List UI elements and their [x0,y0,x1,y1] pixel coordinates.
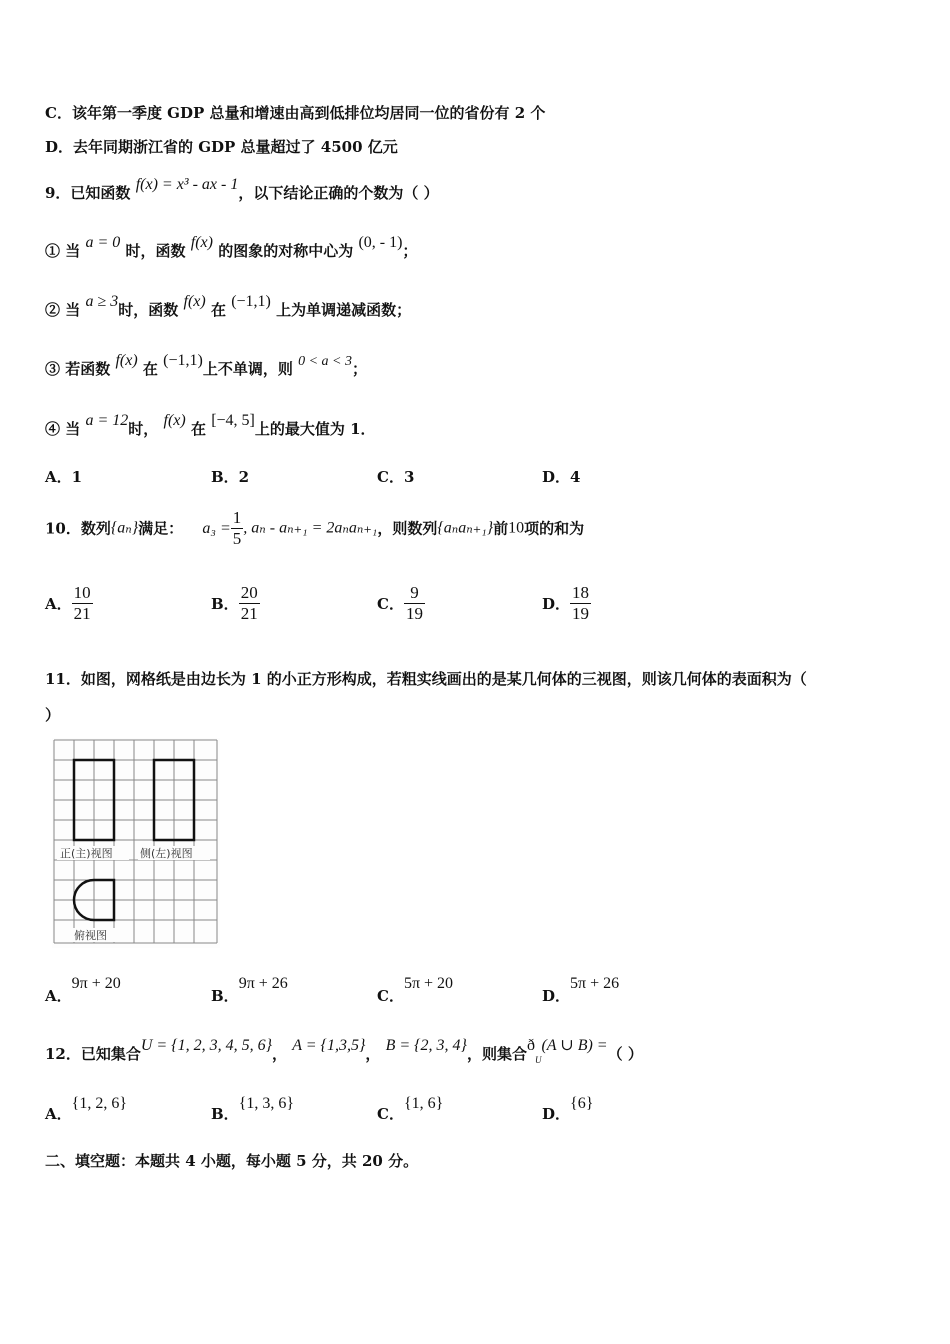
q10-number: 10．数列 [45,519,111,538]
q9-s3-text: ③ 若函数 [45,360,111,378]
q9-number: 9．已知函数 [45,184,131,202]
q12-option-b-label: B． [211,1105,239,1123]
q9-s4-text2: 时， [128,420,159,438]
q9-s4-func: f(x) [163,412,186,429]
q10-sequence: {aₙ} [110,519,139,537]
q9-s3-end: ； [352,360,368,378]
q9-s2-func: f(x) [183,293,206,310]
q9-s1-condition: a = 0 [85,234,121,251]
q12-text: ，则集合 [466,1045,527,1063]
q9-s2-text4: 上为单调递减函数； [276,301,412,319]
q10-text3: 前 [493,519,509,538]
q10-relation: , aₙ - aₙ₊₁ = 2aₙaₙ₊₁ [243,519,378,537]
top-view-label: 俯视图 [74,929,107,942]
q10-option-d-label: D． [542,595,571,613]
q10-text: 满足： [138,519,184,538]
q12-number: 12．已知集合 [45,1045,141,1063]
q10-option-d-num: 18 [572,583,590,602]
q9-option-c: C．3 [377,468,415,486]
q9-function: f(x) = x³ - ax - 1 [135,176,239,193]
q9-s4-text: ④ 当 [45,420,81,438]
q12-complement-sub: U [534,1055,542,1065]
q9-option-b: B．2 [211,468,250,486]
q9-option-d: D．4 [542,468,581,486]
q9-statement-4 [45,412,376,439]
q12-option-c [377,1092,444,1123]
q12-option-b [211,1092,295,1123]
q10-option-a-num: 10 [73,583,91,602]
q8-option-c: C．该年第一季度 GDP 总量和增速由高到低排位均居同一位的省份有 2 个 [45,104,546,122]
q9-option-a: A．1 [45,468,83,486]
q9-s1-text3: 的图象的对称中心为 [218,242,354,260]
q9-s1-text: ① 当 [45,242,81,260]
section-2-heading: 二、填空题：本题共 4 小题，每小题 5 分，共 20 分。 [45,1152,419,1170]
q9-s2-interval: (−1,1) [231,293,271,310]
q10-option-a-label: A． [45,595,72,613]
q11-option-c-value: 5π + 20 [403,975,454,992]
q12-set-b: B = {2, 3, 4} [385,1037,467,1054]
q9-s4-condition: a = 12 [85,412,129,429]
q11-option-a [45,972,121,1005]
q9-s1-end: ； [402,242,418,260]
q9-statement-3 [45,352,368,379]
q10-stem [45,508,584,549]
q9-tail: ，以下结论正确的个数为（ ） [238,184,439,202]
q12-option-c-value: {1, 6} [403,1095,444,1112]
q10-option-b-den: 21 [240,604,258,623]
q10-option-c-num: 9 [404,583,425,604]
q10-option-c [377,583,425,624]
q11-stem: 11．如图，网格纸是由边长为 1 的小正方形构成，若粗实线画出的是某几何体的三视图，则该几何体的表面积为（ [45,670,807,688]
q9-s3-func: f(x) [115,352,138,369]
q12-stem: 12．已知集合U = {1, 2, 3, 4, 5, 6}， A = {1,3,5}， B = {2, 3, 4}，则集合$ð_U(A$ ∪ B) =（ ） [45,1037,643,1065]
q10-option-d-den: 19 [572,604,590,623]
q10-sequence2: {aₙaₙ₊₁} [437,519,494,537]
q9-s3-text2: 在 [142,360,158,378]
q11-option-b-value: 9π + 26 [238,975,288,992]
q10-text2: ，则数列 [377,519,438,538]
q9-stem [45,176,439,203]
q8-option-d: D．去年同期浙江省的 GDP 总量超过了 4500 亿元 [45,138,398,156]
q11-option-d-label: D． [542,987,571,1005]
q10-option-a-den: 21 [73,604,91,623]
q10-option-c-den: 19 [405,604,423,623]
q11-option-b-label: B． [211,987,239,1005]
q9-s1-text2: 时，函数 [125,242,186,260]
front-view-label: 正(主)视图 [60,847,113,860]
q9-statement-2 [45,293,412,320]
q12-option-c-label: C． [377,1105,404,1123]
q9-s1-func: f(x) [190,234,213,251]
q12-expression: (A ∪ B) = [541,1037,608,1054]
q12-option-d-label: D． [542,1105,571,1123]
q10-option-a [45,583,93,624]
q9-s3-text3: 上不单调，则 [202,360,293,378]
q11-close-paren: ） [45,706,61,724]
q9-s2-text3: 在 [210,301,226,319]
q12-complement: ð [526,1037,535,1054]
q12-option-b-value: {1, 3, 6} [238,1095,295,1112]
q11-option-b [211,972,288,1005]
q10-option-b [211,583,260,624]
q12-tail: （ ） [607,1045,643,1063]
q9-s2-text2: 时，函数 [118,301,179,319]
q10-frac-num: 1 [232,508,242,527]
q12-set-a: A = {1,3,5} [292,1037,366,1054]
q10-text4: 项的和为 [524,519,585,538]
q10-fraction [231,508,244,549]
q10-option-b-num: 20 [240,583,258,602]
q10-option-c-label: C． [377,595,404,613]
side-view-label: 侧(左)视图 [140,847,193,860]
q9-s2-text: ② 当 [45,301,81,319]
q12-option-a [45,1092,127,1123]
q11-option-d-value: 5π + 26 [570,975,620,992]
q10-a3: a₃ = [202,519,231,537]
q10-frac-den: 5 [232,529,242,548]
three-view-figure [52,738,220,948]
q9-s4-text4: 上的最大值为 1． [254,420,376,438]
q11-option-a-value: 9π + 20 [71,975,121,992]
q12-option-d-value: {6} [570,1095,594,1112]
q9-s3-condition: 0 < a < 3 [298,354,352,369]
q12-option-a-label: A． [45,1105,72,1123]
q11-option-d [542,972,620,1005]
q11-option-a-label: A． [45,987,72,1005]
q9-s4-interval: [−4, 5] [211,412,255,429]
q9-statement-1 [45,234,418,261]
q9-s1-point: (0, - 1) [358,234,403,251]
q12-set-u: U = {1, 2, 3, 4, 5, 6} [140,1037,273,1054]
q9-s2-condition: a ≥ 3 [85,293,119,310]
q12-option-d [542,1092,594,1123]
q11-option-c-label: C． [377,987,404,1005]
q10-ten: 10 [508,519,525,537]
q10-option-b-label: B． [211,595,239,613]
q11-option-c [377,972,454,1005]
q12-option-a-value: {1, 2, 6} [71,1095,127,1112]
q9-s3-interval: (−1,1) [163,352,203,369]
q10-option-d [542,583,591,624]
q9-s4-text3: 在 [190,420,206,438]
